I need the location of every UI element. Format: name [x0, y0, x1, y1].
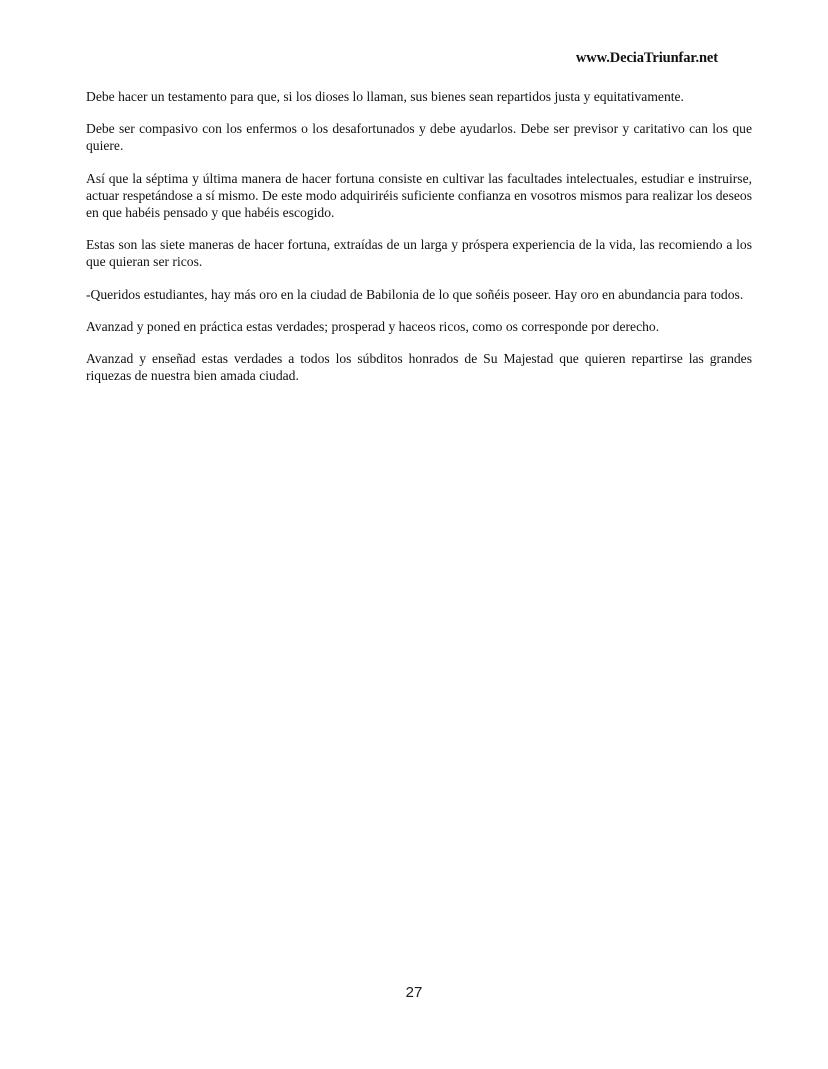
paragraph: Debe ser compasivo con los enfermos o los desafortunados y debe ayudarlos. Debe ser previsor y caritativo can los que quiere.	[86, 121, 752, 154]
paragraph: -Queridos estudiantes, hay más oro en la ciudad de Babilonia de lo que soñéis poseer. Hay oro en abundancia para todos.	[86, 286, 744, 302]
paragraph: Avanzad y poned en práctica estas verdades; prosperad y haceos ricos, como os corresponde por derecho.	[86, 318, 660, 334]
site-url-header: www.DeciaTriunfar.net	[575, 50, 718, 66]
paragraph: Avanzad y enseñad estas verdades a todos los súbditos honrados de Su Majestad que quieren repartirse las grandes riquezas de nuestra bien amada ciudad.	[86, 351, 752, 384]
body-text-block	[86, 88, 752, 384]
paragraph: Estas son las siete maneras de hacer fortuna, extraídas de un larga y próspera experiencia de la vida, las recomiendo a los que quieran ser ricos.	[86, 237, 752, 270]
paragraph: Así que la séptima y última manera de hacer fortuna consiste en cultivar las facultades intelectuales, estudiar e instruirse, actuar respetándose a sí mismo. De este modo adquiriréis suficiente confianza en vosotros mismos para realizar los deseos en que habéis pensado y que habéis escogido.	[86, 170, 752, 221]
paragraph: Debe hacer un testamento para que, si los dioses lo llaman, sus bienes sean repartidos justa y equitativamente.	[86, 89, 684, 104]
page-number: 27	[405, 984, 423, 1001]
